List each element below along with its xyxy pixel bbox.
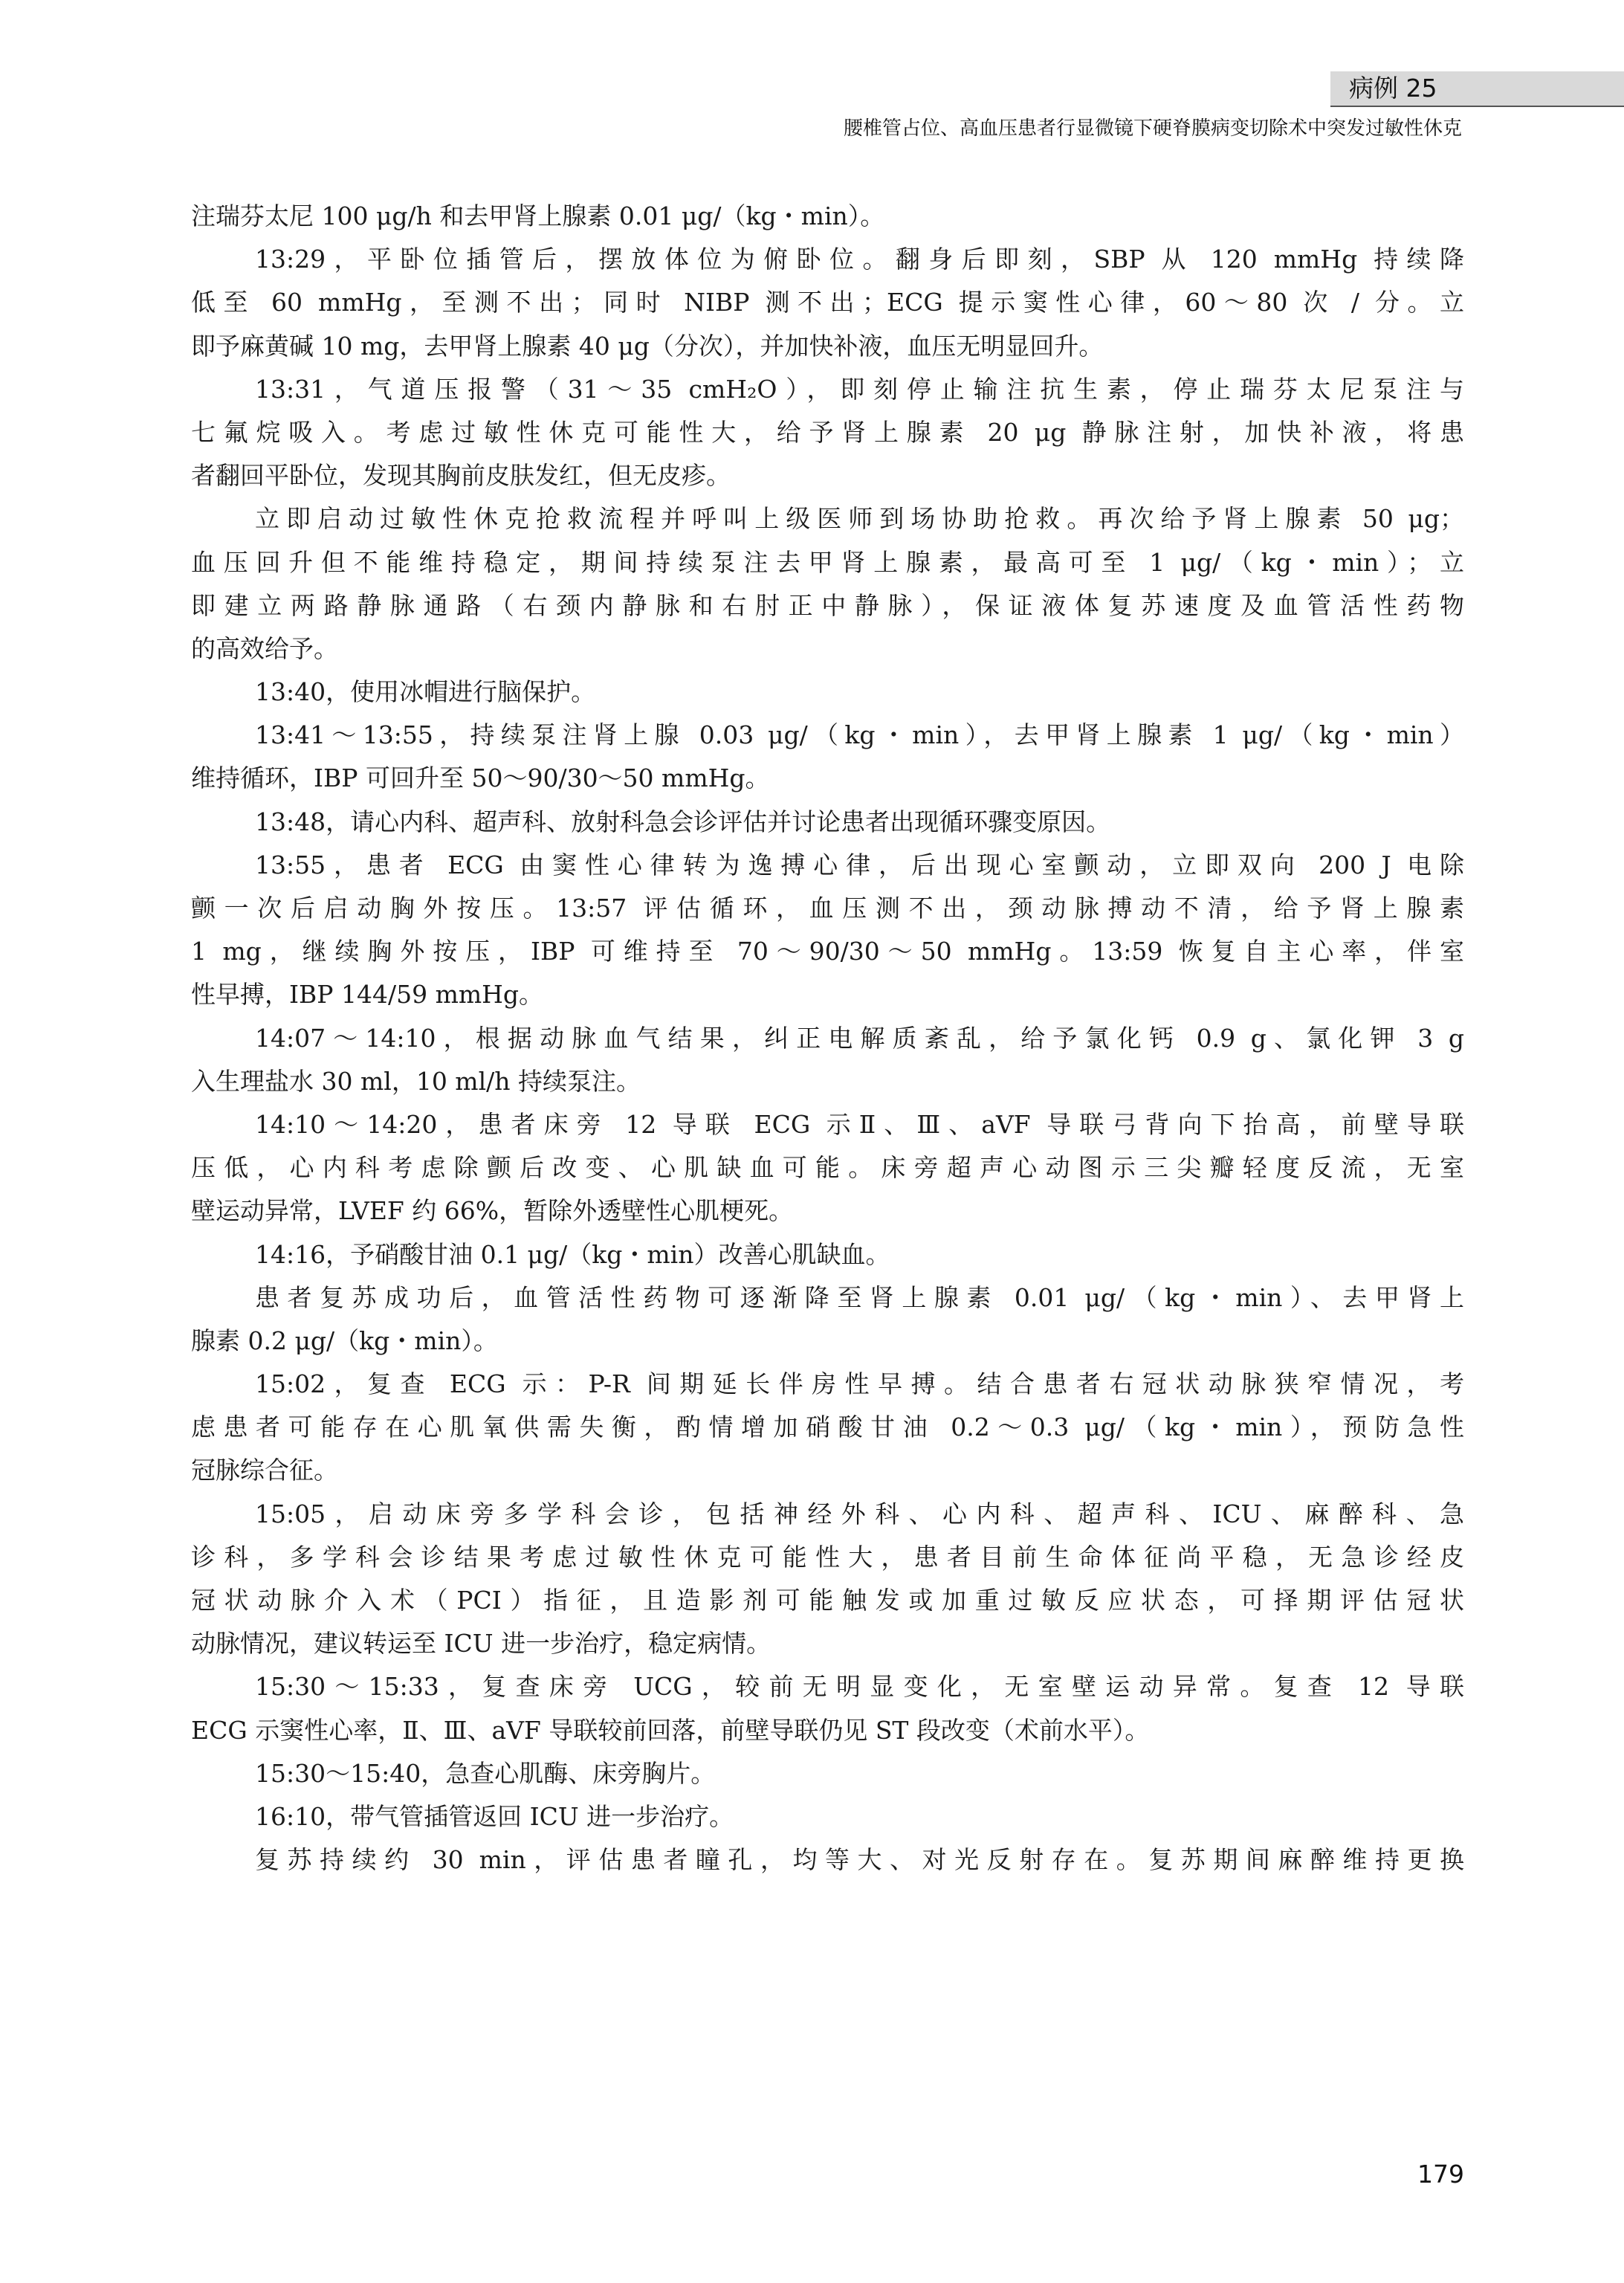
text-line: 低至 60 mmHg，至测不出；同时 NIBP 测不出；ECG 提示窦性心律，60～80 次 / 分。立 (191, 288, 1464, 317)
text-line: 即建立两路静脉通路（右颈内静脉和右肘正中静脉），保证液体复苏速度及血管活性药物 (191, 590, 1464, 620)
text-line: 14:10～14:20，患者床旁 12 导联 ECG 示Ⅱ、Ⅲ、aVF 导联弓背向下抬高，前壁导联 (255, 1109, 1464, 1139)
text-line: 动脉情况，建议转运至 ICU 进一步治疗，稳定病情。 (191, 1629, 771, 1659)
text-line: ECG 示窦性心率，Ⅱ、Ⅲ、aVF 导联较前回落，前壁导联仍见 ST 段改变（术前水平）。 (191, 1715, 1150, 1745)
text-line: 血压回升但不能维持稳定，期间持续泵注去甲肾上腺素，最高可至 1 μg/（kg・min）；立 (191, 547, 1464, 577)
text-line: 腺素 0.2 μg/（kg・min）。 (191, 1325, 498, 1355)
text-line: 冠状动脉介入术（PCI）指征，且造影剂可能触发或加重过敏反应状态，可择期评估冠状 (191, 1586, 1464, 1615)
text-line: 压低，心内科考虑除颤后改变、心肌缺血可能。床旁超声心动图示三尖瓣轻度反流，无室 (191, 1153, 1464, 1183)
text-line: 13:31，气道压报警（31～35 cmH₂O），即刻停止输注抗生素，停止瑞芬太尼泵注与 (255, 374, 1464, 404)
text-line: 维持循环，IBP 可回升至 50～90/30～50 mmHg。 (191, 763, 770, 793)
text-line: 者翻回平卧位，发现其胸前皮肤发红，但无皮疹。 (191, 461, 731, 491)
text-line: 壁运动异常，LVEF 约 66%，暂除外透壁性心肌梗死。 (191, 1196, 794, 1226)
case-label: 病例 25 (1349, 74, 1437, 103)
text-line: 16:10，带气管插管返回 ICU 进一步治疗。 (255, 1801, 734, 1831)
text-line: 颤一次后启动胸外按压。13:57 评估循环，血压测不出，颈动脉搏动不清，给予肾上腺素 (191, 894, 1464, 923)
header-rule (1330, 106, 1624, 107)
text-line: 入生理盐水 30 ml，10 ml/h 持续泵注。 (191, 1066, 641, 1096)
text-line: 立即启动过敏性休克抢救流程并呼叫上级医师到场协助抢救。再次给予肾上腺素 50 μg； (255, 504, 1464, 534)
text-line: 13:55，患者 ECG 由窦性心律转为逸搏心律，后出现心室颤动，立即双向 200 J 电除 (255, 850, 1464, 879)
text-line: 诊科，多学科会诊结果考虑过敏性休克可能性大，患者目前生命体征尚平稳，无急诊经皮 (191, 1542, 1464, 1572)
text-line: 冠脉综合征。 (191, 1456, 338, 1485)
text-line: 13:48，请心内科、超声科、放射科急会诊评估并讨论患者出现循环骤变原因。 (255, 807, 1111, 836)
text-line: 复苏持续约 30 min，评估患者瞳孔，均等大、对光反射存在。复苏期间麻醉维持更换 (255, 1845, 1464, 1875)
text-line: 15:05，启动床旁多学科会诊，包括神经外科、心内科、超声科、ICU、麻醉科、急 (255, 1499, 1464, 1528)
text-line: 注瑞芬太尼 100 μg/h 和去甲肾上腺素 0.01 μg/（kg・min）。 (191, 201, 885, 230)
text-line: 15:02，复查 ECG 示：P-R 间期延长伴房性早搏。结合患者右冠状动脉狭窄情况，考 (255, 1369, 1464, 1399)
body-text (191, 195, 1464, 1882)
text-line: 15:30～15:33，复查床旁 UCG，较前无明显变化，无室壁运动异常。复查 12 导联 (255, 1672, 1464, 1702)
text-line: 性早搏，IBP 144/59 mmHg。 (191, 980, 544, 1010)
text-line: 虑患者可能存在心肌氧供需失衡，酌情增加硝酸甘油 0.2～0.3 μg/（kg・min），预防急性 (191, 1412, 1464, 1442)
text-line: 13:40，使用冰帽进行脑保护。 (255, 677, 596, 707)
text-line: 七氟烷吸入。考虑过敏性休克可能性大，给予肾上腺素 20 μg 静脉注射，加快补液，将患 (191, 417, 1464, 447)
text-line: 的高效给予。 (191, 633, 338, 663)
text-line: 15:30～15:40，急查心肌酶、床旁胸片。 (255, 1758, 716, 1788)
running-title: 腰椎管占位、高血压患者行显微镜下硬脊膜病变切除术中突发过敏性休克 (843, 117, 1462, 140)
text-line: 13:41～13:55，持续泵注肾上腺 0.03 μg/（kg・min），去甲肾上腺素 1 μg/（kg・min） (255, 720, 1464, 750)
text-line: 13:29，平卧位插管后，摆放体位为俯卧位。翻身后即刻，SBP 从 120 mmHg 持续降 (255, 245, 1464, 274)
text-line: 14:16，予硝酸甘油 0.1 μg/（kg・min）改善心肌缺血。 (255, 1239, 890, 1269)
text-line: 即予麻黄碱 10 mg，去甲肾上腺素 40 μg（分次），并加快补液，血压无明显回升。 (191, 331, 1104, 361)
page-number: 179 (1417, 2160, 1464, 2189)
text-line: 1 mg，继续胸外按压，IBP 可维持至 70～90/30～50 mmHg。13:59 恢复自主心率，伴室 (191, 937, 1464, 966)
text-line: 患者复苏成功后，血管活性药物可逐渐降至肾上腺素 0.01 μg/（kg・min）、去甲肾上 (255, 1282, 1464, 1312)
text-line: 14:07～14:10，根据动脉血气结果，纠正电解质紊乱，给予氯化钙 0.9 g、氯化钾 3 g (255, 1023, 1464, 1053)
